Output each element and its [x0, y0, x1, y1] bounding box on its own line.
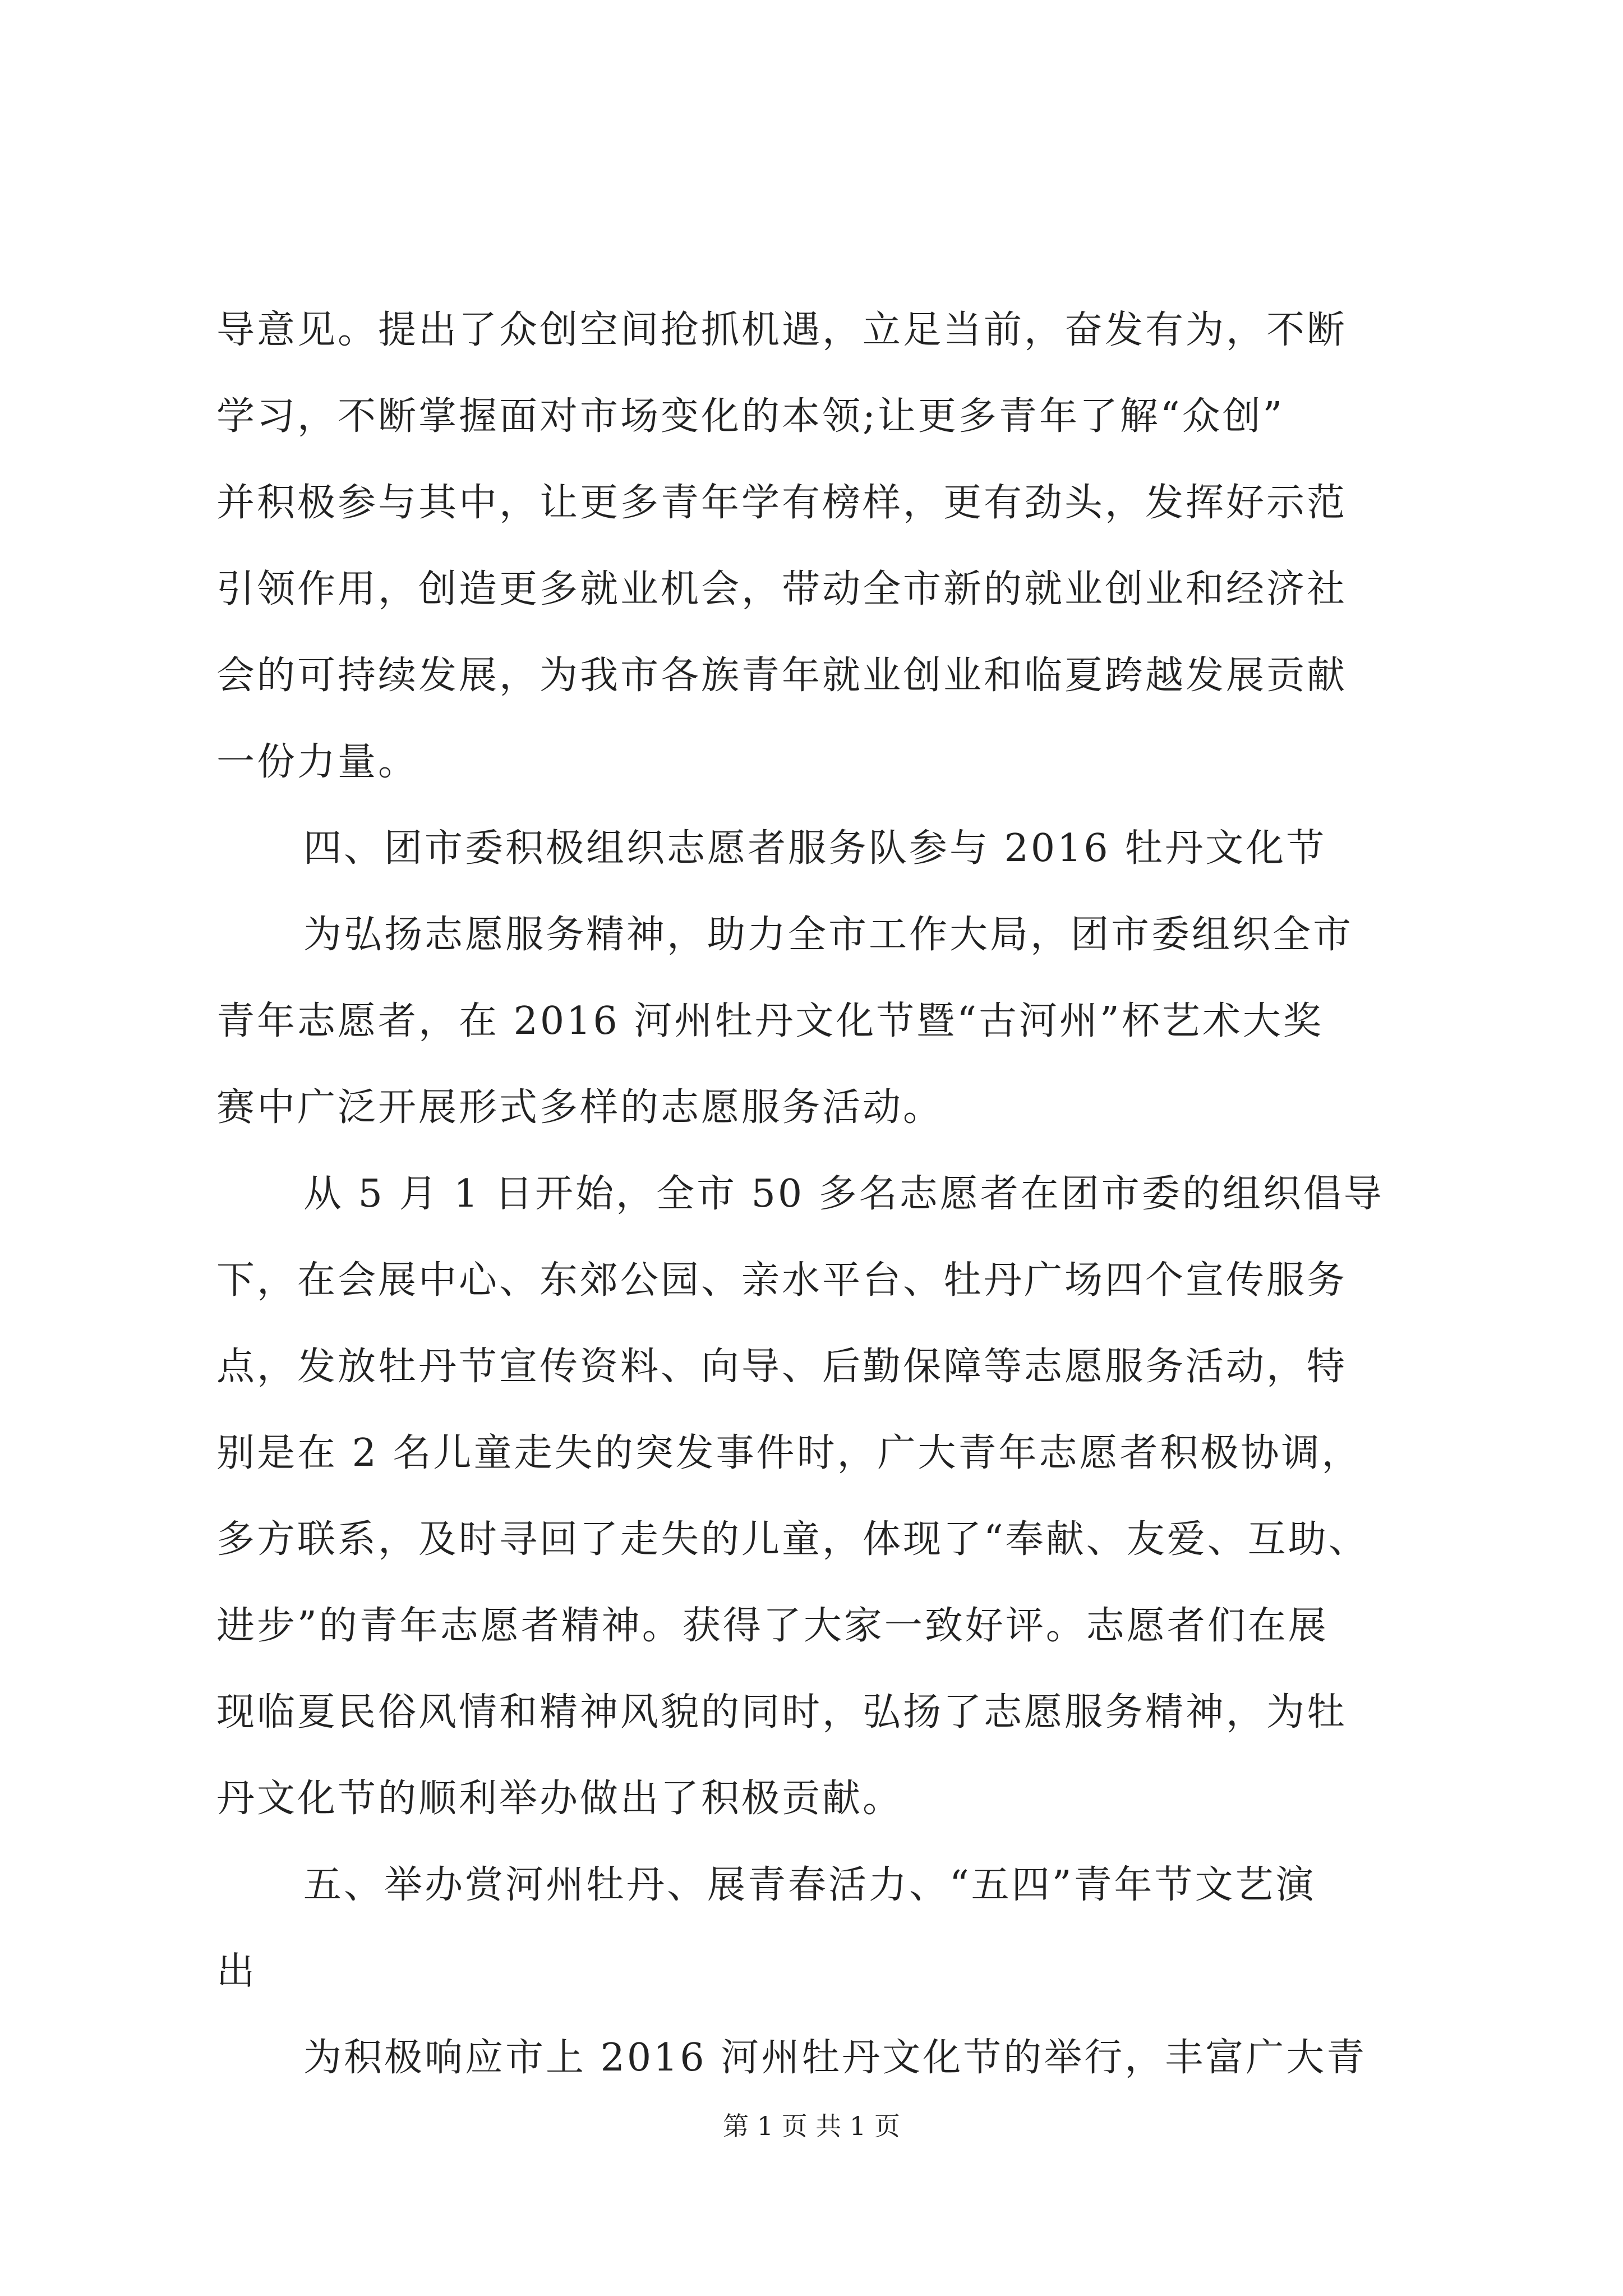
text-line: 丹文化节的顺利举办做出了积极贡献。: [216, 1777, 903, 1821]
text-line: 点，发放牡丹节宣传资料、向导、后勤保障等志愿服务活动，特: [216, 1345, 1348, 1389]
text-line: 赛中广泛开展形式多样的志愿服务活动。: [216, 1085, 944, 1130]
text-line: 青年志愿者，在 2016 河州牡丹文化节暨“古河州”杯艺术大奖: [216, 999, 1324, 1043]
text-line: 别是在 2 名儿童走失的突发事件时，广大青年志愿者积极协调，: [216, 1431, 1362, 1475]
text-line: 导意见。提出了众创空间抢抓机遇，立足当前，奋发有为，不断: [216, 308, 1348, 352]
section-heading-continuation: 出: [216, 1949, 257, 1994]
text-line: 并积极参与其中，让更多青年学有榜样，更有劲头，发挥好示范: [216, 481, 1348, 525]
paragraph-start-line: 从 5 月 1 日开始，全市 50 多名志愿者在团市委的组织倡导: [303, 1172, 1384, 1216]
text-line: 现临夏民俗风情和精神风貌的同时，弘扬了志愿服务精神，为牡: [216, 1690, 1348, 1734]
page-number-footer: 第 1 页 共 1 页: [723, 2111, 900, 2141]
text-line: 学习，不断掌握面对市场变化的本领;让更多青年了解“众创”: [216, 394, 1285, 439]
text-line: 进步”的青年志愿者精神。获得了大家一致好评。志愿者们在展: [216, 1604, 1329, 1648]
text-line: 会的可持续发展，为我市各族青年就业创业和临夏跨越发展贡献: [216, 654, 1348, 698]
paragraph-start-line: 为弘扬志愿服务精神，助力全市工作大局，团市委组织全市: [303, 913, 1354, 957]
section-heading: 四、团市委积极组织志愿者服务队参与 2016 牡丹文化节: [303, 826, 1327, 871]
text-line: 多方联系，及时寻回了走失的儿童，体现了“奉献、友爱、互助、: [216, 1517, 1369, 1562]
text-line: 引领作用，创造更多就业机会，带动全市新的就业创业和经济社: [216, 567, 1348, 611]
text-line: 一份力量。: [216, 740, 419, 784]
text-line: 下，在会展中心、东郊公园、亲水平台、牡丹广场四个宣传服务: [216, 1258, 1348, 1303]
paragraph-start-line: 为积极响应市上 2016 河州牡丹文化节的举行，丰富广大青: [303, 2036, 1367, 2080]
document-body: [216, 287, 1422, 2101]
section-heading: 五、举办赏河州牡丹、展青春活力、“五四”青年节文艺演: [303, 1863, 1316, 1907]
